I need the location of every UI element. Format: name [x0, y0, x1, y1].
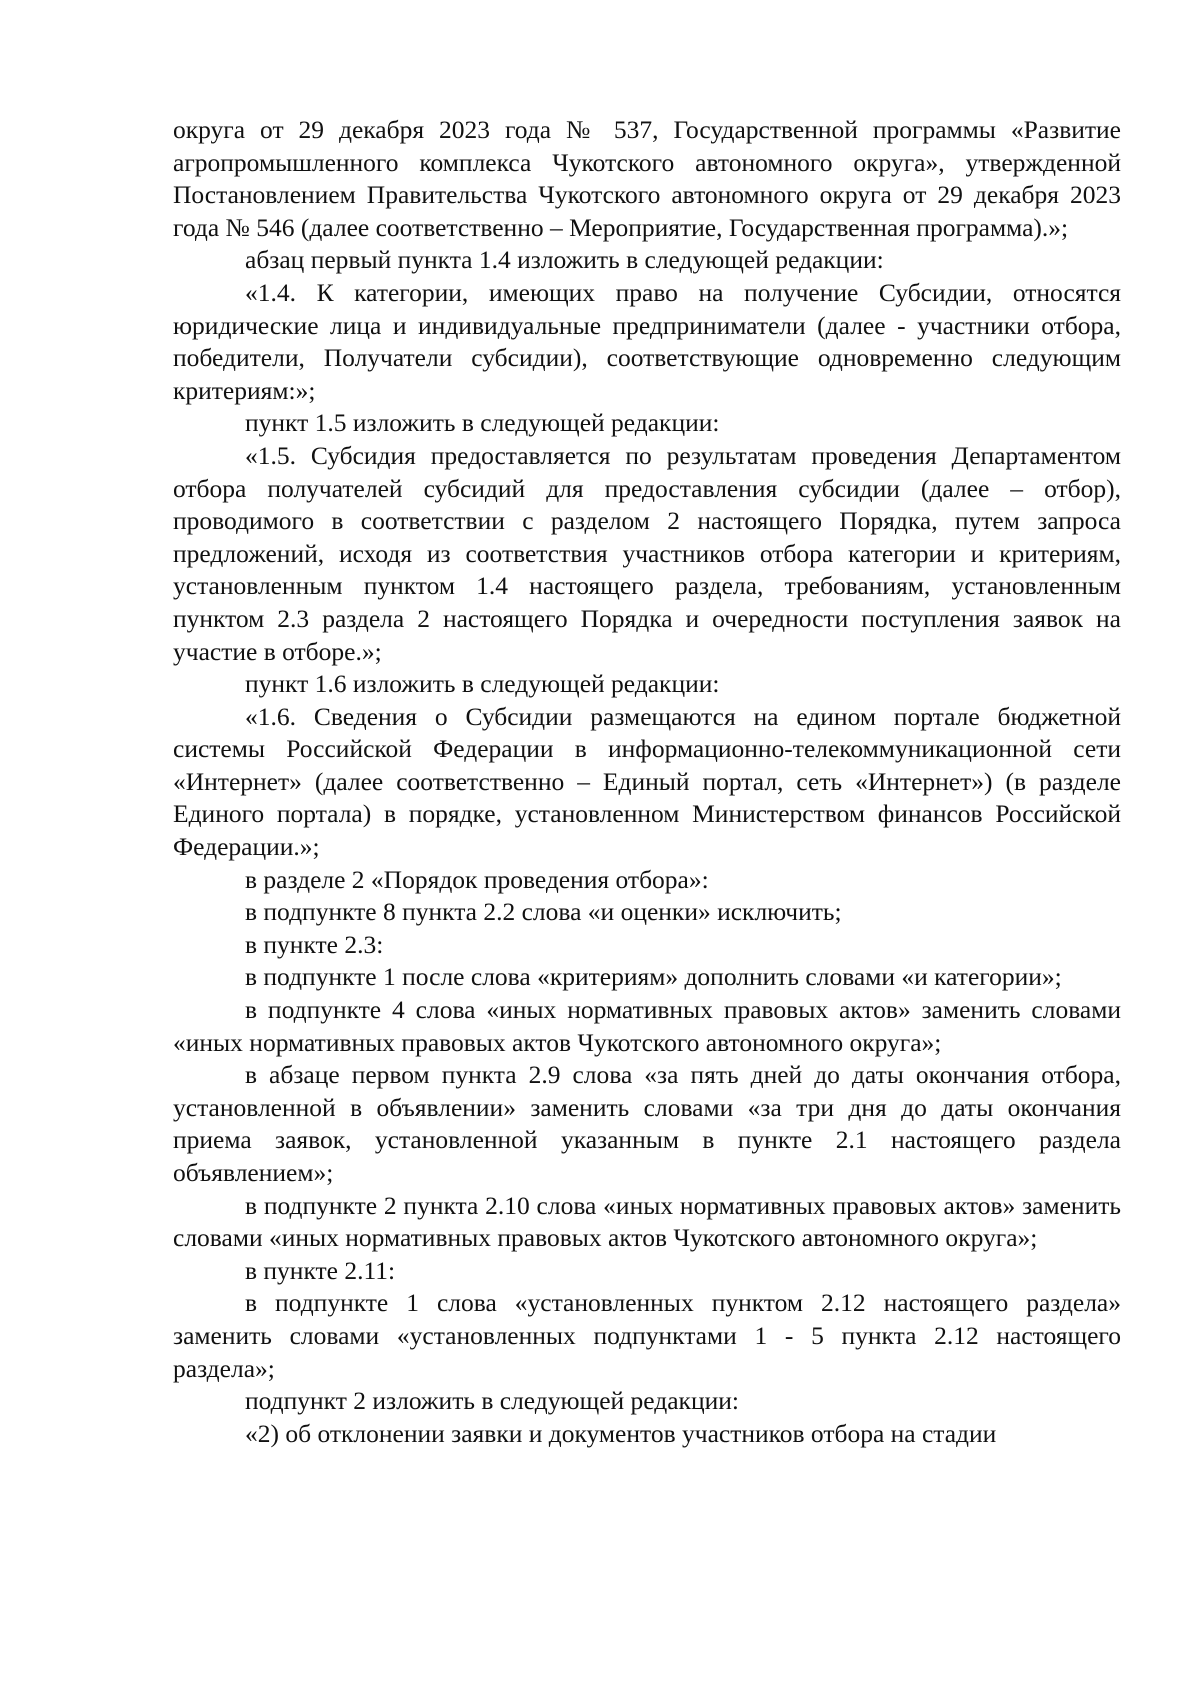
- document-body: [173, 114, 1121, 1450]
- paragraph: пункт 1.5 изложить в следующей редакции:: [245, 408, 720, 438]
- paragraph: подпункт 2 изложить в следующей редакции:: [245, 1386, 739, 1416]
- paragraph: пункт 1.6 изложить в следующей редакции:: [245, 669, 720, 699]
- paragraph: в подпункте 8 пункта 2.2 слова «и оценки» исключить;: [245, 897, 842, 927]
- paragraph: «1.6. Сведения о Субсидии размещаются на едином портале бюджетной системы Российской Федерации в информационно-телекоммуникационной сети «Интернет» (далее соответственно – Единый портал, сеть «Интернет») (в разделе Единого портала) в порядке, установленном Министерством финансов Российской Федерации.»;: [173, 701, 1121, 862]
- paragraph: «1.5. Субсидия предоставляется по результатам проведения Департаментом отбора получателей субсидий для предоставления субсидии (далее – отбор), проводимого в соответствии с разделом 2 настоящего Порядка, путем запроса предложений, исходя из соответствия участников отбора категории и критериям, установленным пунктом 1.4 настоящего раздела, требованиям, установленным пунктом 2.3 раздела 2 настоящего Порядка и очередности поступления заявок на участие в отборе.»;: [173, 440, 1121, 666]
- paragraph: в подпункте 1 слова «установленных пунктом 2.12 настоящего раздела» заменить словами «установленных подпунктами 1 - 5 пункта 2.12 настоящего раздела»;: [173, 1288, 1121, 1383]
- paragraph: в подпункте 2 пункта 2.10 слова «иных нормативных правовых актов» заменить словами «иных нормативных правовых актов Чукотского автономного округа»;: [173, 1190, 1121, 1253]
- paragraph: в пункте 2.11:: [245, 1255, 396, 1285]
- paragraph: «1.4. К категории, имеющих право на получение Субсидии, относятся юридические лица и индивидуальные предприниматели (далее - участники отбора, победители, Получатели субсидии), соответствующие одновременно следующим критериям:»;: [173, 277, 1121, 405]
- paragraph: в пункте 2.3:: [245, 929, 384, 959]
- paragraph: в подпункте 1 после слова «критериям» дополнить словами «и категории»;: [245, 962, 1062, 992]
- paragraph: в абзаце первом пункта 2.9 слова «за пять дней до даты окончания отбора, установленной в объявлении» заменить словами «за три дня до даты окончания приема заявок, установленной указанным в пункте 2.1 настоящего раздела объявлением»;: [173, 1060, 1121, 1187]
- paragraph: абзац первый пункта 1.4 изложить в следующей редакции:: [245, 245, 884, 275]
- paragraph: в подпункте 4 слова «иных нормативных правовых актов» заменить словами «иных нормативных правовых актов Чукотского автономного округа»;: [173, 995, 1121, 1057]
- paragraph: «2) об отклонении заявки и документов участников отбора на стадии: [245, 1418, 997, 1448]
- paragraph: округа от 29 декабря 2023 года № 537, Государственной программы «Развитие агропромышленного комплекса Чукотского автономного округа», утвержденной Постановлением Правительства Чукотского автономного округа от 29 декабря 2023 года № 546 (далее соответственно – Мероприятие, Государственная программа).»;: [173, 115, 1121, 242]
- paragraph: в разделе 2 «Порядок проведения отбора»:: [245, 864, 709, 894]
